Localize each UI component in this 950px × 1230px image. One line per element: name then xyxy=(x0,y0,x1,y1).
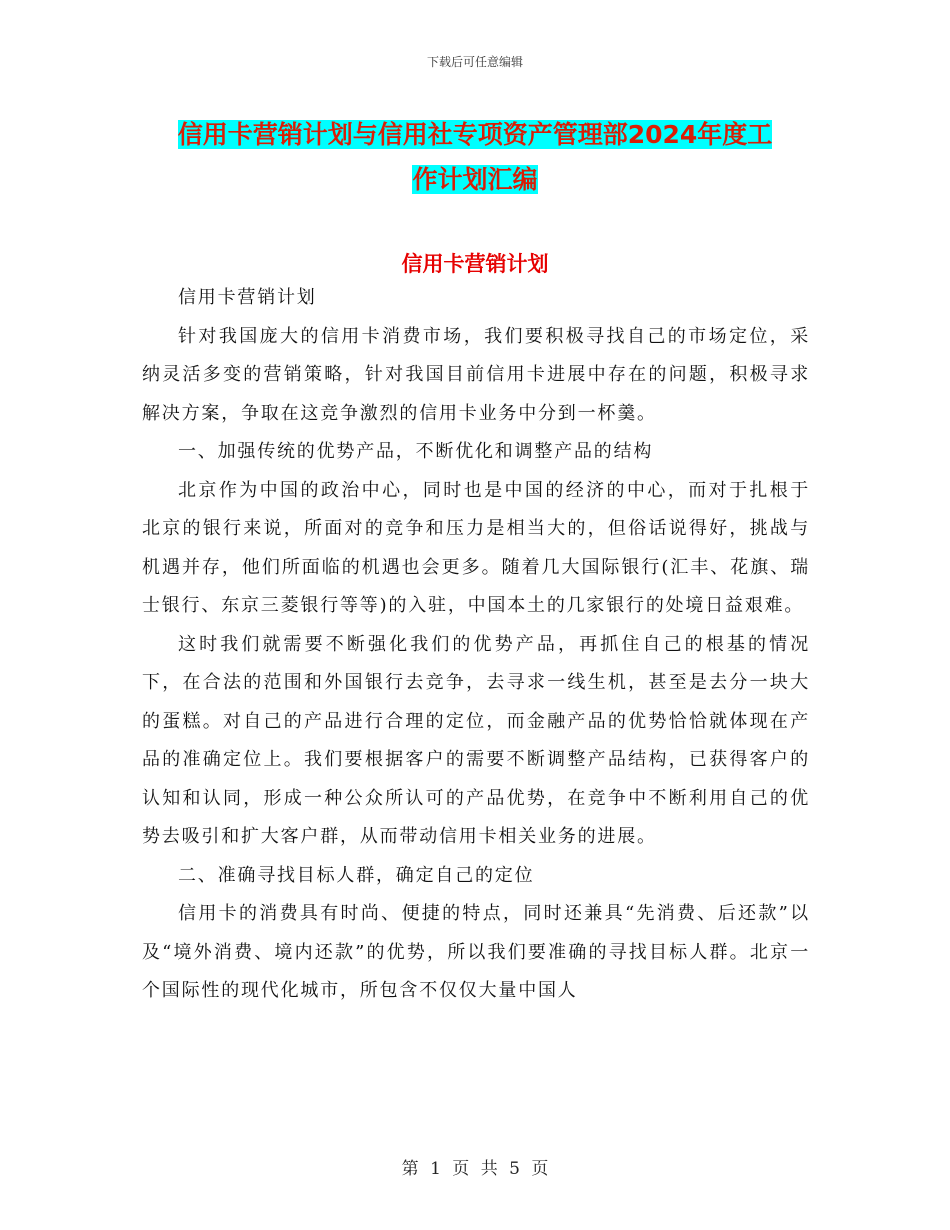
paragraph: 一、加强传统的优势产品，不断优化和调整产品的结构 xyxy=(178,441,654,462)
page-number: 第 1 页 共 5 页 xyxy=(401,1159,549,1179)
paragraph: 这时我们就需要不断强化我们的优势产品，再抓住自己的根基的情况下，在合法的范围和外国银行去竞争，去寻求一线生机，甚至是去分一块大的蛋糕。对自己的产品进行合理的定位，而金融产品的优势恰恰就体现在产品的准确定位上。我们要根据客户的需要不断调整产品结构，已获得客户的认知和认同，形成一种公众所认可的产品优势，在竞争中不断利用自己的优势去吸引和扩大客户群，从而带动信用卡相关业务的进展。 xyxy=(142,633,810,847)
paragraph: 信用卡的消费具有时尚、便捷的特点，同时还兼具“先消费、后还款”以及“境外消费、境内还款”的优势，所以我们要准确的寻找目标人群。北京一个国际性的现代化城市，所包含不仅仅大量中国人 xyxy=(142,903,810,1001)
document-title-line-2: 作计划汇编 xyxy=(412,165,538,194)
paragraph: 信用卡营销计划 xyxy=(178,287,317,308)
page-header xyxy=(0,53,950,70)
document-title-line-1: 信用卡营销计划与信用社专项资产管理部2024年度工 xyxy=(177,120,773,149)
paragraph: 二、准确寻找目标人群，确定自己的定位 xyxy=(178,864,535,886)
header-note: 下载后可任意编辑 xyxy=(426,55,523,69)
document-body xyxy=(142,279,810,1011)
paragraph: 针对我国庞大的信用卡消费市场，我们要积极寻找自己的市场定位，采纳灵活多变的营销策略，针对我国目前信用卡进展中存在的问题，积极寻求解决方案，争取在这竞争激烈的信用卡业务中分到一杯羹。 xyxy=(142,325,810,424)
page-footer xyxy=(0,1154,950,1179)
section-title: 信用卡营销计划 xyxy=(401,252,549,276)
document-title xyxy=(142,112,808,202)
paragraph: 北京作为中国的政治中心，同时也是中国的经济的中心，而对于扎根于北京的银行来说，所面对的竞争和压力是相当大的，但俗话说得好，挑战与机遇并存，他们所面临的机遇也会更多。随着几大国际银行(汇丰、花旗、瑞士银行、东京三菱银行等等)的入驻，中国本土的几家银行的处境日益艰难。 xyxy=(142,479,810,616)
